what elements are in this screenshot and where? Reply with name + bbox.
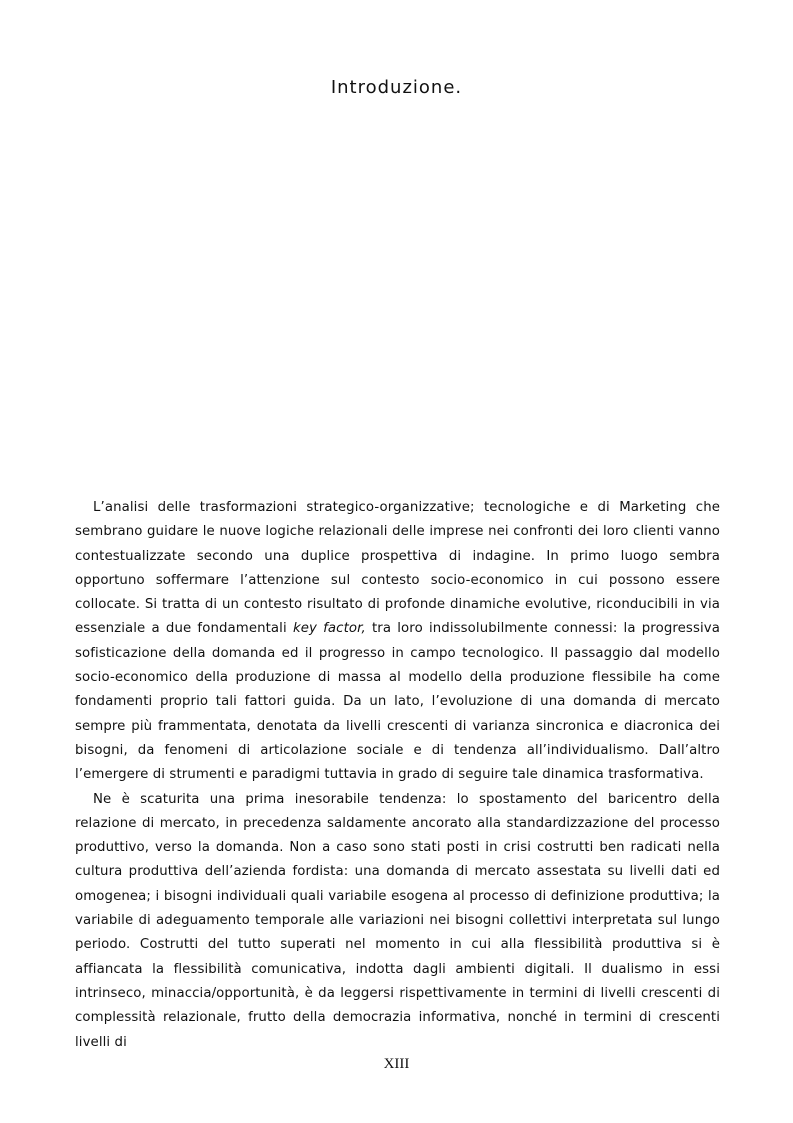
paragraph-1-text-b: tra loro indissolubilmente connessi: la progressiva sofisticazione della domanda ed il progresso in campo tecnologico. Il passaggio dal modello socio-economico della produzione di massa al modello della produzione flessibile ha come fondamenti proprio tali fattori guida. Da un lato, l’evoluzione di una domanda di mercato sempre più frammentata, denotata da livelli crescenti di varianza sincronica e diacronica dei bisogni, da fenomeni di articolazione sociale e di tendenza all’individualismo. Dall’altro l’emergere di strumenti e paradigmi tuttavia in grado di seguire tale dinamica trasformativa. <box>75 621 720 783</box>
page-title: Introduzione. <box>330 77 463 98</box>
key-factor-term: key factor, <box>292 621 366 637</box>
paragraph-1-text-a: L’analisi delle trasformazioni strategico-organizzative; tecnologiche e di Marketing che sembrano guidare le nuove logiche relazionali delle imprese nei confronti dei loro clienti vanno contestualizzate secondo una duplice prospettiva di indagine. In primo luogo sembra opportuno soffermare l’attenzione sul contesto socio-economico in cui possono essere collocate. Si tratta di un contesto risultato di profonde dinamiche evolutive, riconducibili in via essenziale a due fondamentali <box>75 500 720 637</box>
page-number: XIII <box>383 1056 410 1072</box>
body-text <box>75 496 720 1055</box>
paragraph-1 <box>75 496 720 788</box>
paragraph-2: Ne è scaturita una prima inesorabile tendenza: lo spostamento del baricentro della relazione di mercato, in precedenza saldamente ancorato alla standardizzazione del processo produttivo, verso la domanda. Non a caso sono stati posti in crisi costrutti ben radicati nella cultura produttiva dell’azienda fordista: una domanda di mercato assestata su livelli dati ed omogenea; i bisogni individuali quali variabile esogena al processo di definizione produttiva; la variabile di adeguamento temporale alle variazioni nei bisogni collettivi interpretata sul lungo periodo. Costrutti del tutto superati nel momento in cui alla flessibilità produttiva si è affiancata la flessibilità comunicativa, indotta dagli ambienti digitali. Il dualismo in essi intrinseco, minaccia/opportunità, è da leggersi rispettivamente in termini di livelli crescenti di complessità relazionale, frutto della democrazia informativa, nonché in termini di crescenti livelli di <box>75 791 720 1050</box>
